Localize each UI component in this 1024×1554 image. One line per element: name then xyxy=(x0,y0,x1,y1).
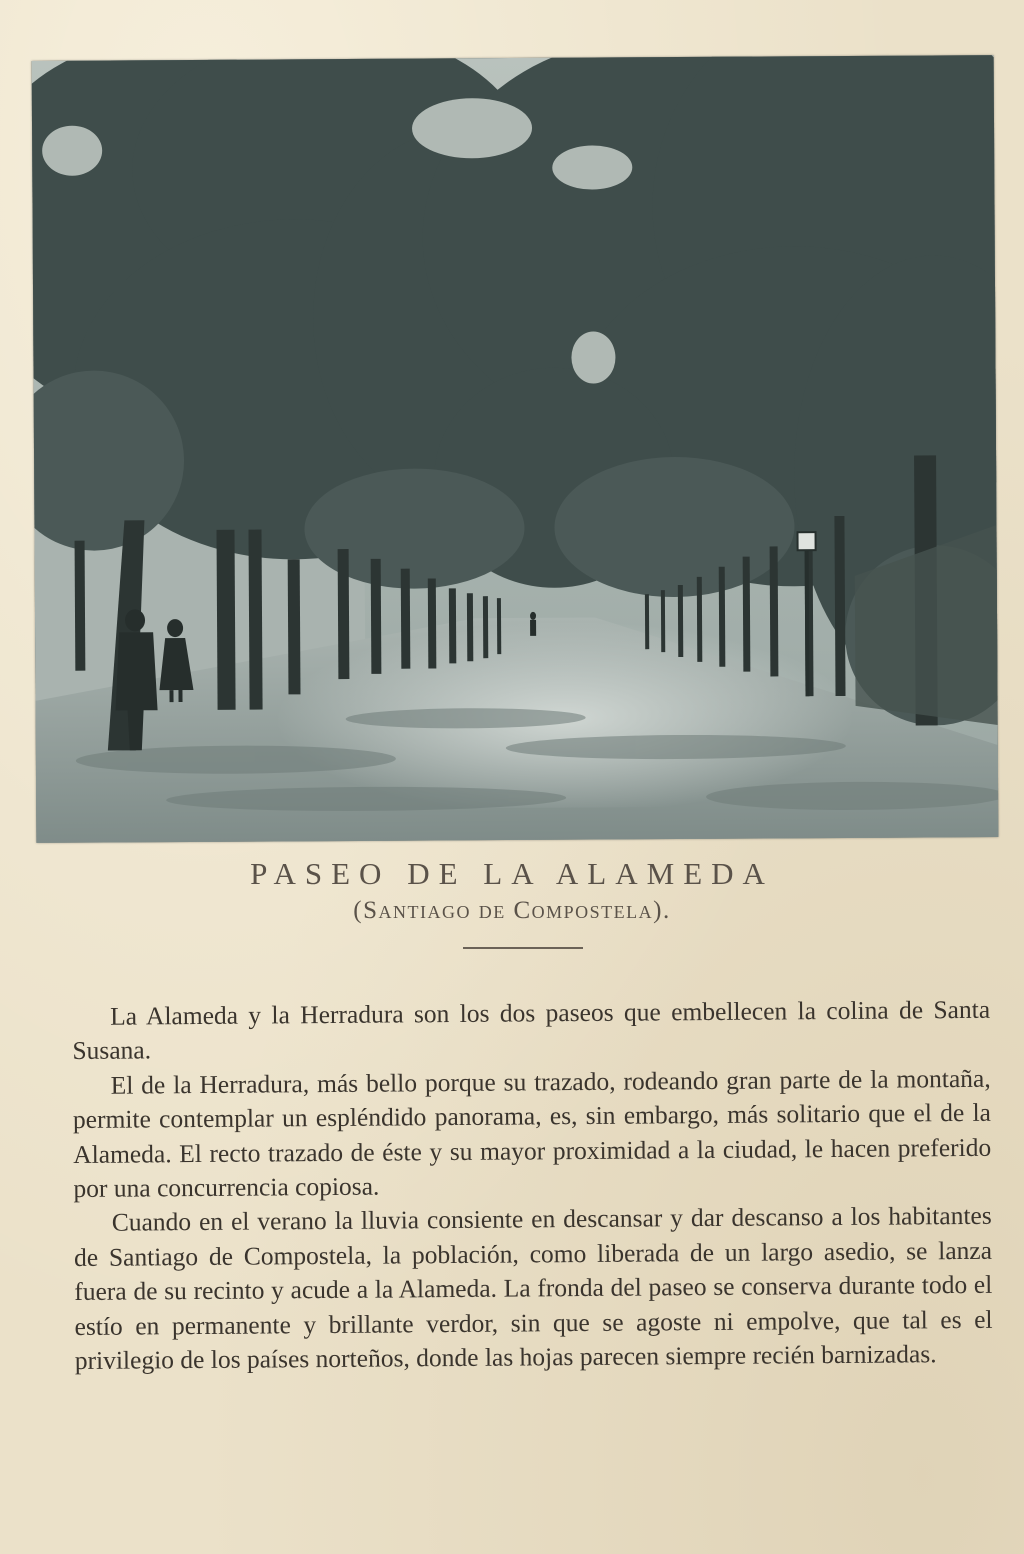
divider-rule xyxy=(463,947,583,949)
body-text xyxy=(72,993,993,1379)
paragraph: El de la Herradura, más bello porque su trazado, rodeando gran parte de la montaña, permite contemplar un espléndido panorama, es, sin embargo, más solitario que el de la Alameda. El recto trazado de éste y su mayor proximidad a la ciudad, le hacen preferido por una concurrencia copiosa. xyxy=(72,1063,992,1204)
caption-title: PASEO DE LA ALAMEDA xyxy=(250,856,774,891)
photo-illustration xyxy=(32,55,999,843)
alameda-photograph xyxy=(32,55,999,843)
paragraph: La Alameda y la Herradura son los dos paseos que embellecen la colina de Santa Susana. xyxy=(72,994,991,1066)
caption-subtitle: (Santiago de Compostela). xyxy=(353,897,671,924)
paragraph: Cuando en el verano la lluvia consiente en descansar y dar descanso a los habitantes de Santiago de Compostela, la población, como liberada de un largo asedio, se lanza fuera de su recinto y acude a la Alameda. La fronda del paseo se conserva durante todo el estío en permanente y brillante verdor, sin que se agoste ni empolve, que tal es el privilegio de los países norteños, donde las hojas parecen siempre recién barnizadas. xyxy=(73,1201,993,1376)
